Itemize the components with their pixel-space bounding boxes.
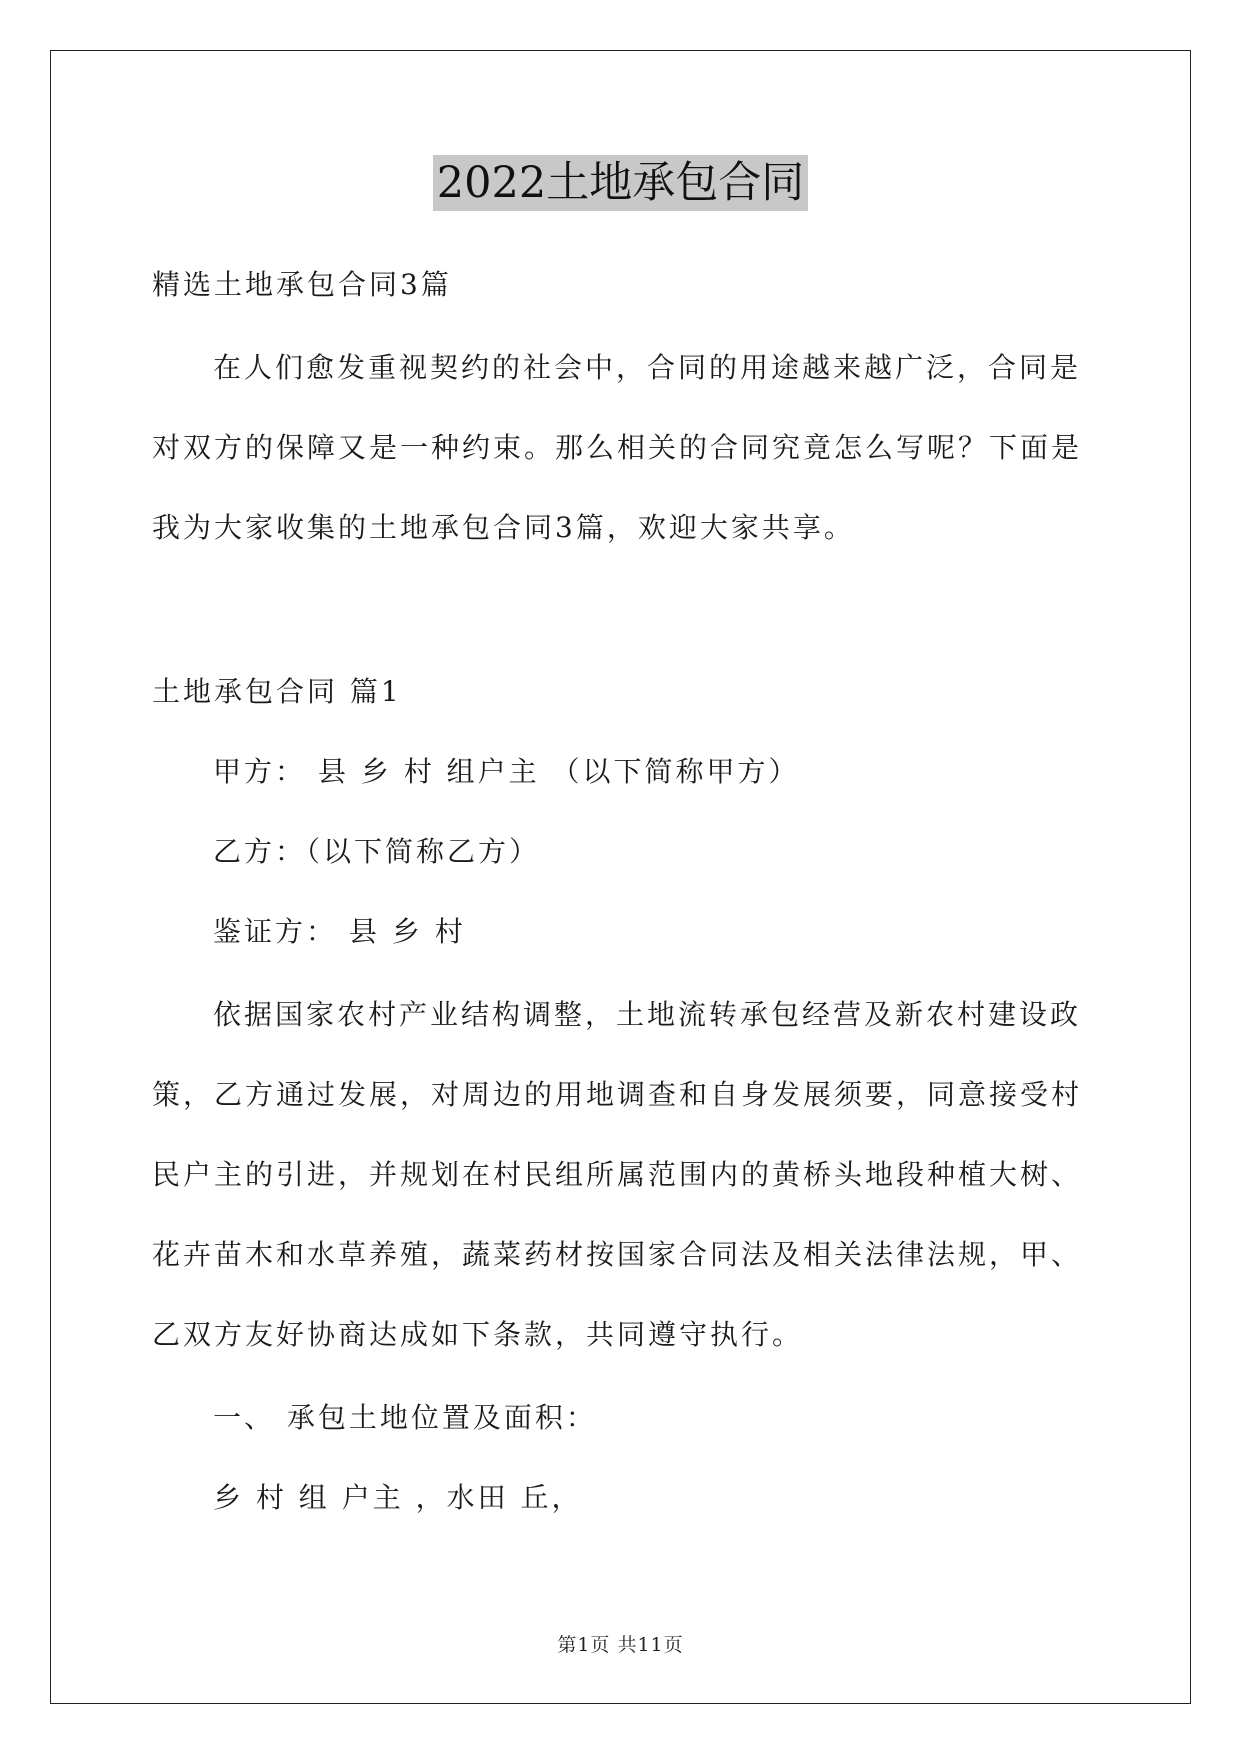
paragraph-line: 乙双方友好协商达成如下条款，共同遵守执行。 bbox=[152, 1318, 804, 1351]
paragraph-line: 对双方的保障又是一种约束。那么相关的合同究竟怎么写呢？下面是 bbox=[152, 431, 1083, 464]
paragraph-line: 民户主的引进，并规划在村民组所属范围内的黄桥头地段种植大树、 bbox=[152, 1158, 1083, 1191]
title-container bbox=[0, 155, 1241, 211]
paragraph-line: 依据国家农村产业结构调整，土地流转承包经营及新农村建设政 bbox=[213, 998, 1082, 1031]
witness-line: 鉴证方： 县 乡 村 bbox=[213, 915, 466, 948]
paragraph-line: 我为大家收集的土地承包合同3篇，欢迎大家共享。 bbox=[152, 511, 855, 544]
paragraph-line: 花卉苗木和水草养殖，蔬菜药材按国家合同法及相关法律法规，甲、 bbox=[152, 1238, 1083, 1271]
paragraph-line: 在人们愈发重视契约的社会中，合同的用途越来越广泛，合同是 bbox=[213, 351, 1082, 384]
party-a-line: 甲方： 县 乡 村 组户主 （以下简称甲方） bbox=[213, 755, 800, 788]
document-title: 2022土地承包合同 bbox=[433, 155, 808, 211]
subtitle-line: 精选土地承包合同3篇 bbox=[152, 268, 452, 301]
party-b-line: 乙方：（以下简称乙方） bbox=[213, 835, 541, 868]
clause-line: 乡 村 组 户主 ，水田 丘， bbox=[213, 1481, 583, 1514]
section-heading: 土地承包合同 篇1 bbox=[152, 675, 402, 708]
paragraph-line: 策，乙方通过发展，对周边的用地调查和自身发展须要，同意接受村 bbox=[152, 1078, 1083, 1111]
page-number-footer: 第1页 共11页 bbox=[557, 1634, 684, 1656]
clause-heading: 一、 承包土地位置及面积： bbox=[213, 1401, 597, 1434]
